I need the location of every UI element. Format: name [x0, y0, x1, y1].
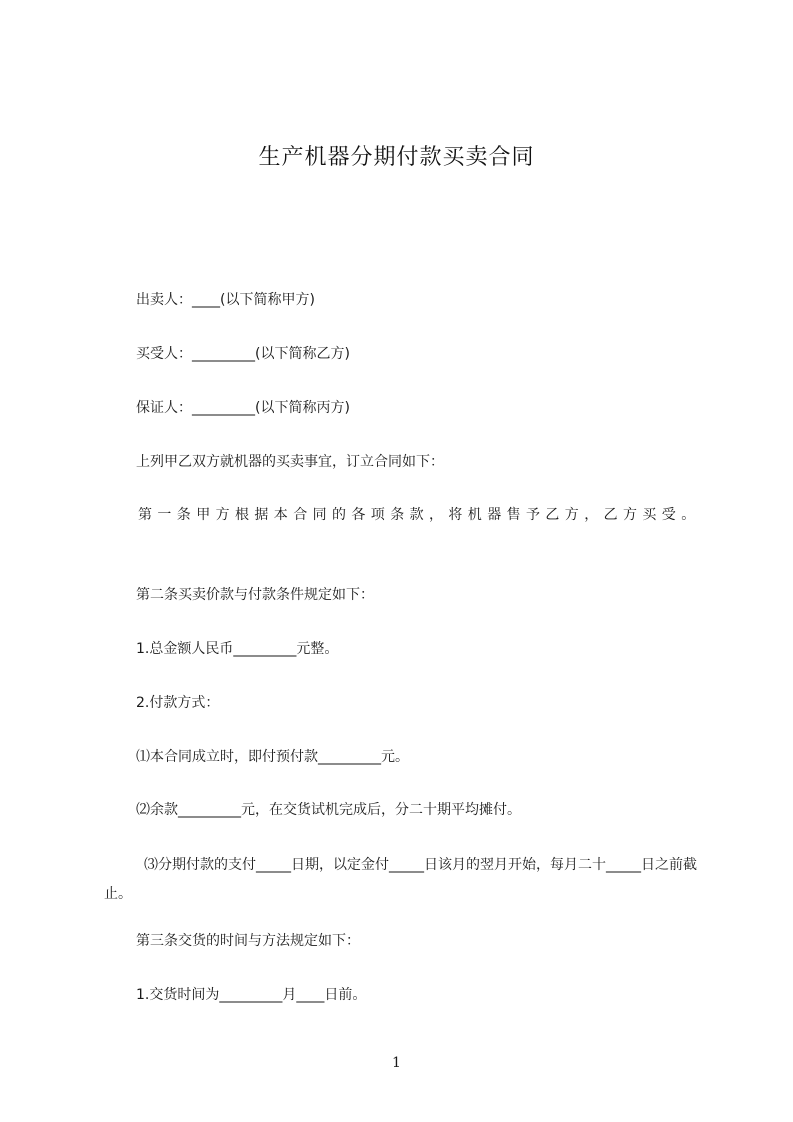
article-1: 第一条甲方根据本合同的各项条款，将机器售予乙方，乙方买受。: [138, 507, 701, 523]
article-3-item-1: 1.交货时间为_________月____日前。: [136, 987, 367, 1003]
article-2-heading: 第二条买卖价款与付款条件规定如下：: [136, 587, 374, 603]
seller-line: 出卖人：____(以下简称甲方): [136, 292, 315, 308]
article-2-item-2: 2.付款方式：: [136, 695, 220, 711]
document-title: 生产机器分期付款买卖合同: [258, 145, 535, 170]
buyer-line: 买受人：_________(以下简称乙方): [136, 346, 350, 362]
guarantor-line: 保证人：_________(以下简称丙方): [136, 400, 350, 416]
article-3-heading: 第三条交货的时间与方法规定如下：: [136, 933, 360, 949]
article-2-item-2-1: ⑴本合同成立时，即付预付款_________元。: [136, 749, 409, 765]
article-2-item-2-3: ⑶分期付款的支付_____日期，以定金付_____日该月的翌月开始，每月二十_____日之前截止。: [104, 857, 697, 902]
article-2-item-2-2: ⑵余款_________元，在交货试机完成后，分二十期平均摊付。: [136, 802, 521, 818]
intro-paragraph: 上列甲乙双方就机器的买卖事宜，订立合同如下：: [136, 454, 444, 470]
page-number: 1: [392, 1055, 401, 1071]
article-2-item-1: 1.总金额人民币_________元整。: [136, 641, 339, 657]
